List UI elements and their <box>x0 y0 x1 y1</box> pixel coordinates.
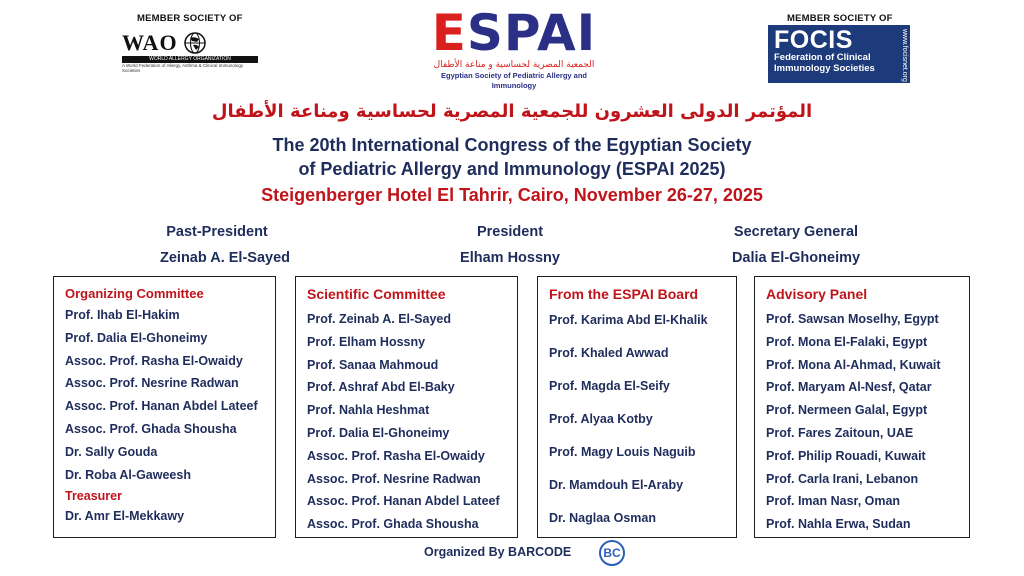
list-item: Assoc. Prof. Rasha El-Owaidy <box>65 353 243 368</box>
list-item: Prof. Nahla Heshmat <box>307 403 430 418</box>
list-item: Prof. Ihab El-Hakim <box>65 308 180 322</box>
list-item: Prof. Elham Hossny <box>307 334 426 349</box>
list-item: Prof. Khaled Awwad <box>549 346 669 360</box>
list-item: Prof. Magda El-Seify <box>549 379 670 393</box>
list-item: Prof. Magy Louis Naguib <box>549 445 696 459</box>
list-item: Prof. Nahla Erwa, Sudan <box>766 517 911 532</box>
treasurer-name: Dr. Amr El-Mekkawy <box>65 509 185 524</box>
list-item: Dr. Sally Gouda <box>65 444 158 459</box>
list-item: Assoc. Prof. Hanan Abdel Lateef <box>65 399 258 414</box>
list-item: Prof. Mona Al-Ahmad, Kuwait <box>766 357 941 372</box>
list-item: Prof. Dalia El-Ghoneimy <box>307 425 450 440</box>
list-item: Prof. Dalia El-Ghoneimy <box>65 330 208 345</box>
focis-logo <box>768 25 910 83</box>
list-item: Assoc. Prof. Nesrine Radwan <box>307 471 481 486</box>
officer-role-past-president: Past-President <box>166 224 268 240</box>
officer-name-past-president: Zeinab A. El-Sayed <box>160 250 290 266</box>
list-item: Assoc. Prof. Hanan Abdel Lateef <box>307 494 500 509</box>
advisory-panel-box <box>754 276 970 538</box>
officer-role-secretary-general: Secretary General <box>733 224 859 240</box>
list-item: Assoc. Prof. Rasha El-Owaidy <box>307 448 485 463</box>
organizing-committee-heading: Organizing Committee <box>65 286 204 301</box>
list-item: Prof. Philip Rouadi, Kuwait <box>766 448 926 463</box>
focis-website: www.focisnet.org <box>901 29 908 82</box>
espai-board-heading: From the ESPAI Board <box>549 286 699 302</box>
congress-title-line2: of Pediatric Allergy and Immunology (ESPAI 2025) <box>298 159 726 179</box>
list-item: Prof. Iman Nasr, Oman <box>766 494 901 509</box>
focis-line1: Federation of Clinical <box>774 52 871 63</box>
list-item: Prof. Ashraf Abd El-Baky <box>307 380 455 395</box>
congress-venue-date: Steigenberger Hotel El Tahrir, Cairo, November 26-27, 2025 <box>261 185 763 205</box>
officer-name-secretary-general: Dalia El-Ghoneimy <box>731 250 861 266</box>
wao-logo <box>122 30 258 80</box>
espai-arabic-name: الجمعية المصرية لحساسية و مناعة الأطفال <box>433 60 595 70</box>
espai-logo <box>418 6 610 90</box>
list-item: Assoc. Prof. Nesrine Radwan <box>65 376 239 391</box>
list-item: Prof. Mona El-Falaki, Egypt <box>766 334 928 349</box>
barcode-logo-icon: BC <box>599 540 625 566</box>
list-item: Assoc. Prof. Ghada Shousha <box>307 517 479 532</box>
wao-subtext: A World Federation of Allergy, Asthma & Clinical Immunology Societies <box>122 63 244 73</box>
congress-title-line1: The 20th International Congress of the Egyptian Society <box>272 135 752 155</box>
scientific-committee-box <box>295 276 518 538</box>
list-item: Prof. Carla Irani, Lebanon <box>766 471 919 486</box>
list-item: Prof. Alyaa Kotby <box>549 412 653 426</box>
espai-board-box <box>537 276 737 538</box>
list-item: Dr. Mamdouh El-Araby <box>549 478 684 492</box>
organized-by-text: Organized By BARCODE <box>424 545 572 559</box>
officer-role-president: President <box>476 224 544 240</box>
list-item: Prof. Karima Abd El-Khalik <box>549 313 708 327</box>
member-society-label-left: MEMBER SOCIETY OF <box>137 13 243 24</box>
scientific-committee-heading: Scientific Committee <box>307 286 446 302</box>
list-item: Prof. Nermeen Galal, Egypt <box>766 403 928 418</box>
focis-line2: Immunology Societies <box>774 63 875 74</box>
officer-name-president: Elham Hossny <box>460 250 560 266</box>
member-society-label-right: MEMBER SOCIETY OF <box>787 13 893 24</box>
wao-bar: WORLD ALLERGY ORGANIZATION <box>122 56 258 63</box>
list-item: Assoc. Prof. Ghada Shousha <box>65 421 237 436</box>
list-item: Prof. Sawsan Moselhy, Egypt <box>766 312 939 326</box>
list-item: Prof. Fares Zaitoun, UAE <box>766 425 914 440</box>
list-item: Prof. Maryam Al-Nesf, Qatar <box>766 380 932 395</box>
list-item: Dr. Roba Al-Gaweesh <box>65 467 191 482</box>
advisory-panel-heading: Advisory Panel <box>766 286 868 302</box>
list-item: Prof. Sanaa Mahmoud <box>307 357 439 372</box>
focis-logo-text: FOCIS <box>774 26 853 54</box>
organizing-committee-box <box>53 276 276 538</box>
treasurer-heading: Treasurer <box>65 489 122 504</box>
espai-english-name: Egyptian Society of Pediatric Allergy and Immunology <box>440 71 587 90</box>
congress-title-arabic: المؤتمر الدولى العشرون للجمعية المصرية لحساسية ومناعة الأطفال <box>211 101 813 122</box>
wao-logo-text: WAO <box>122 30 178 55</box>
globe-icon <box>182 32 208 54</box>
espai-logo-text <box>418 6 610 60</box>
list-item: Prof. Zeinab A. El-Sayed <box>307 312 452 326</box>
espai-logo-word: ESPAI <box>431 4 597 62</box>
list-item: Dr. Naglaa Osman <box>549 511 656 525</box>
